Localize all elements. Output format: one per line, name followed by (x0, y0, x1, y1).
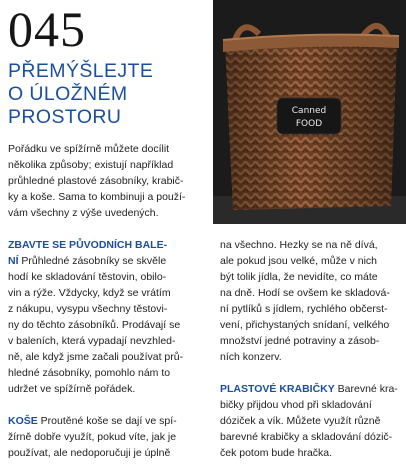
section3-line: dóziček a vík. Můžete využít různě (220, 415, 381, 427)
intro-line: několika způsoby; existují například (8, 159, 174, 171)
section1-line: hledné zásobníky, pomohlo nám to (8, 367, 171, 379)
right-line: ní pytlíků s jídlem, rychlého občerst- (220, 303, 388, 315)
intro-line: Pořádku ve spížírně můžete docílit (8, 143, 170, 155)
section1-line: hodí ke skladování těstovin, obilo- (8, 271, 167, 283)
article-title (8, 60, 204, 129)
basket-label-line-1: Canned (291, 106, 327, 116)
section1-line: v baleních, která vypadají nevzhled- (8, 335, 176, 347)
section1-line: ny do těchto zásobníků. Prodávají se (8, 319, 181, 331)
section3-first-line: PLASTOVÉ KRABIČKY Barevné kra- (220, 383, 398, 395)
intro-line: průhledné plastové zásobníky, krabič- (8, 175, 184, 187)
section3-line: barevné krabičky a skladování dózič- (220, 431, 393, 443)
section1-heading-line: ZBAVTE SE PŮVODNÍCH BALE- (8, 239, 168, 251)
section2-line: žírně dobře využít, pokud víte, jak je (8, 431, 177, 443)
section1-line: udržet ve spížírně pořádek. (8, 383, 136, 395)
basket-label-line-2: FOOD (295, 119, 323, 129)
wicker-basket-illustration (213, 0, 406, 224)
section2-line: používat, ale nedoporučuji je úplně (8, 447, 171, 459)
right-line: být tolik jídla, že nevidíte, co máte (220, 271, 378, 283)
intro-line: vám všechny z výše uvedených. (8, 207, 159, 219)
right-line: množství jedné potraviny a zásob- (220, 335, 380, 347)
right-column (220, 237, 400, 461)
section3-line: ček potom bude hračka. (220, 447, 333, 459)
section1-line: vin a rýže. Vždycky, když se vrátím (8, 287, 171, 299)
intro-paragraph (8, 141, 204, 221)
left-column (8, 237, 202, 461)
article-number: 045 (8, 1, 86, 57)
right-line: na dně. Hodí se ovšem ke skladová- (220, 287, 390, 299)
right-line: na všechno. Hezky se na ně dívá, (220, 239, 378, 251)
right-line: ale pokud jsou velké, může v nich (220, 255, 378, 267)
section3-line: bičky přijdou vhod při skladování (220, 399, 372, 411)
section1-first-line: NÍ Průhledné zásobníky se skvěle (8, 255, 167, 267)
wicker-basket-photo (213, 0, 406, 224)
title-line-2: O ÚLOŽNÉM (8, 83, 128, 105)
right-line: vení, přichystaných snídaní, velkého (220, 319, 390, 331)
section1-line: z nákupu, vysypu všechny těstovi- (8, 303, 168, 315)
section1-line: ně, ale když jsme začali používat prů- (8, 351, 184, 363)
section2-first-line: KOŠE Proutěné koše se dají ve spí- (8, 415, 177, 427)
title-line-3: PROSTORU (8, 106, 122, 128)
title-line-1: PŘEMÝŠLEJTE (8, 60, 154, 82)
right-line: ních konzerv. (220, 351, 282, 363)
intro-line: ky a koše. Sama to kombinuji a použí- (8, 191, 186, 203)
